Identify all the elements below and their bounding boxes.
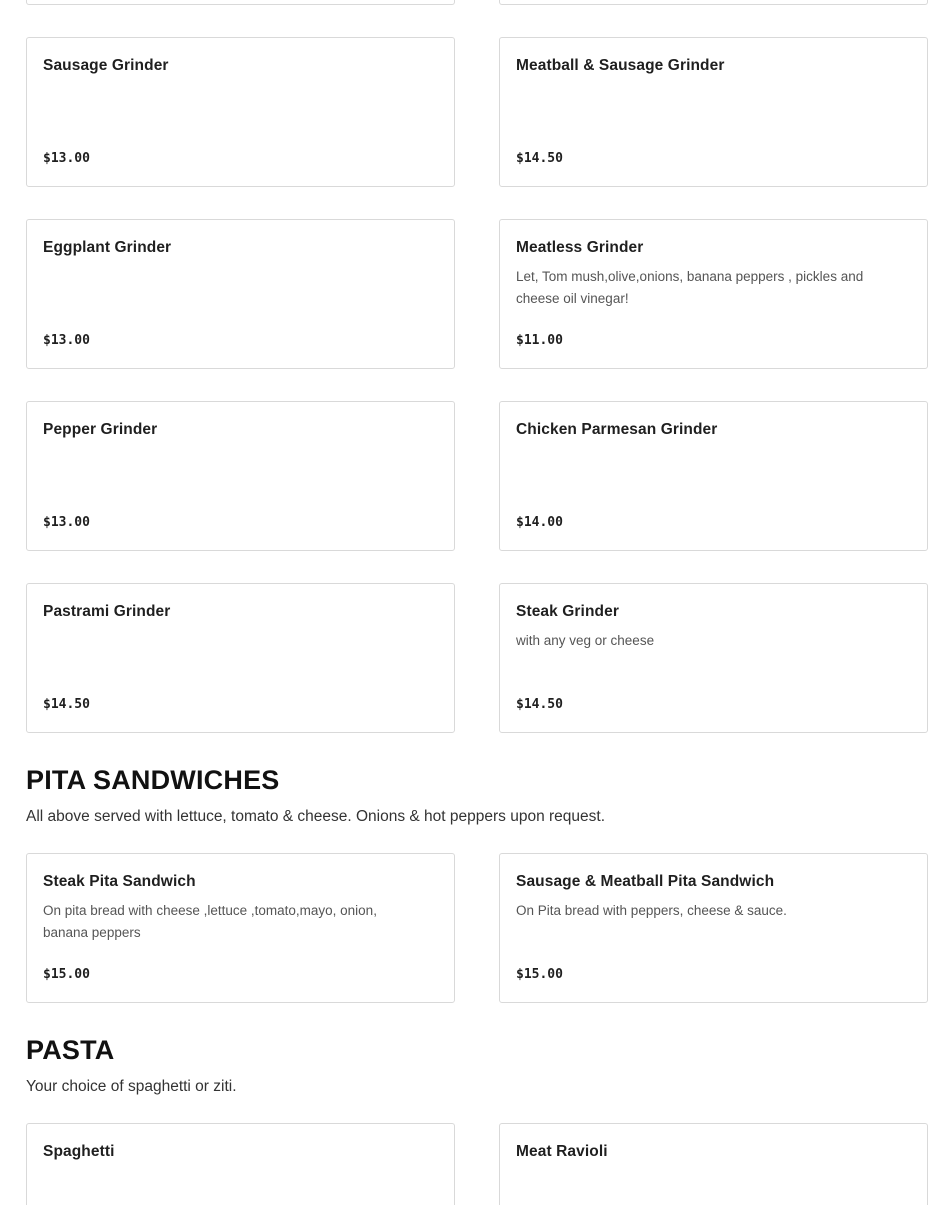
menu-item-card[interactable] (499, 853, 928, 1003)
menu-item-price: $13.00 (43, 151, 90, 166)
menu-item-card[interactable] (499, 401, 928, 551)
menu-item-name: Spaghetti (43, 1143, 115, 1160)
menu-item-name: Eggplant Grinder (43, 239, 172, 256)
menu-item-price: $13.00 (43, 515, 90, 530)
menu-item-card[interactable] (499, 583, 928, 733)
menu-item-card-partial[interactable] (499, 0, 928, 5)
menu-item-card[interactable] (26, 853, 455, 1003)
menu-item-description: with any veg or cheese (516, 633, 655, 648)
menu-item-price: $15.00 (516, 967, 563, 982)
section-title-pasta: PASTA (26, 1035, 115, 1065)
menu-item-card-partial[interactable] (26, 0, 455, 5)
menu-item-name: Chicken Parmesan Grinder (516, 421, 718, 438)
menu-item-price: $14.50 (43, 697, 90, 712)
menu-item-card[interactable] (26, 583, 455, 733)
menu-item-price: $14.50 (516, 697, 563, 712)
menu-item-card[interactable] (26, 401, 455, 551)
menu-item-name: Meatless Grinder (516, 239, 644, 256)
menu-item-name: Steak Grinder (516, 603, 619, 620)
menu-item-price: $14.50 (516, 151, 563, 166)
menu-item-card[interactable] (26, 219, 455, 369)
section-subtitle-pasta: Your choice of spaghetti or ziti. (26, 1078, 237, 1095)
section-title-pita: PITA SANDWICHES (26, 765, 280, 795)
menu-item-name: Pepper Grinder (43, 421, 158, 438)
menu-item-price: $11.00 (516, 333, 563, 348)
menu-item-price: $14.00 (516, 515, 563, 530)
menu-item-name: Meat Ravioli (516, 1143, 608, 1160)
menu-item-card[interactable] (26, 1123, 455, 1205)
menu-item-price: $13.00 (43, 333, 90, 348)
section-subtitle-pita: All above served with lettuce, tomato & cheese. Onions & hot peppers upon request. (26, 808, 606, 825)
menu-item-description: On Pita bread with peppers, cheese & sauce. (516, 903, 787, 918)
menu-item-description: Let, Tom mush,olive,onions, banana peppers , pickles and cheese oil vinegar! (516, 269, 864, 306)
menu-item-name: Meatball & Sausage Grinder (516, 57, 725, 74)
menu-item-card[interactable] (26, 37, 455, 187)
menu-item-name: Sausage & Meatball Pita Sandwich (516, 873, 775, 890)
menu-item-name: Sausage Grinder (43, 57, 169, 74)
menu-item-card[interactable] (499, 219, 928, 369)
menu-item-card[interactable] (499, 37, 928, 187)
menu-item-card[interactable] (499, 1123, 928, 1205)
menu-item-price: $15.00 (43, 967, 90, 982)
menu-item-name: Pastrami Grinder (43, 603, 171, 620)
menu-item-description: On pita bread with cheese ,lettuce ,tomato,mayo, onion, banana peppers (43, 903, 377, 940)
menu-item-name: Steak Pita Sandwich (43, 873, 196, 890)
